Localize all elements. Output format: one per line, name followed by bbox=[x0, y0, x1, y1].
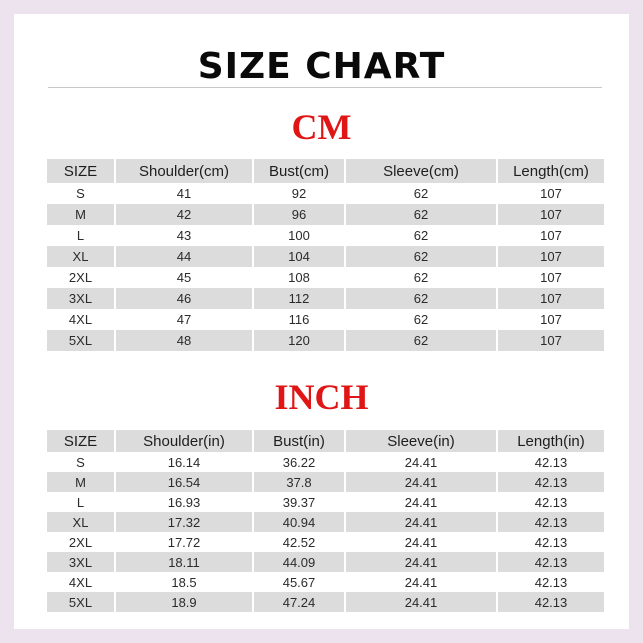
measurement-cell: 16.14 bbox=[115, 452, 253, 472]
measurement-cell: 42.52 bbox=[253, 532, 345, 552]
measurement-cell: 17.32 bbox=[115, 512, 253, 532]
column-header: SIZE bbox=[47, 159, 115, 183]
measurement-cell: 42 bbox=[115, 204, 253, 225]
measurement-cell: 24.41 bbox=[345, 512, 497, 532]
measurement-cell: 24.41 bbox=[345, 452, 497, 472]
measurement-cell: 62 bbox=[345, 288, 497, 309]
measurement-cell: 42.13 bbox=[497, 592, 604, 612]
size-cell: S bbox=[47, 183, 115, 204]
measurement-cell: 37.8 bbox=[253, 472, 345, 492]
size-cell: M bbox=[47, 472, 115, 492]
inch-size-table bbox=[47, 430, 604, 612]
measurement-cell: 16.93 bbox=[115, 492, 253, 512]
inch-section-heading: INCH bbox=[274, 377, 369, 417]
measurement-cell: 42.13 bbox=[497, 512, 604, 532]
size-cell: 5XL bbox=[47, 330, 115, 351]
measurement-cell: 48 bbox=[115, 330, 253, 351]
measurement-cell: 42.13 bbox=[497, 472, 604, 492]
table-header-row bbox=[47, 159, 604, 183]
table-row bbox=[47, 512, 604, 532]
table-row bbox=[47, 225, 604, 246]
table-row bbox=[47, 452, 604, 472]
measurement-cell: 107 bbox=[497, 204, 604, 225]
column-header: Length(in) bbox=[497, 430, 604, 452]
measurement-cell: 107 bbox=[497, 288, 604, 309]
measurement-cell: 62 bbox=[345, 309, 497, 330]
size-cell: 5XL bbox=[47, 592, 115, 612]
measurement-cell: 44.09 bbox=[253, 552, 345, 572]
measurement-cell: 18.9 bbox=[115, 592, 253, 612]
column-header: Bust(cm) bbox=[253, 159, 345, 183]
column-header: SIZE bbox=[47, 430, 115, 452]
size-cell: 2XL bbox=[47, 267, 115, 288]
measurement-cell: 62 bbox=[345, 330, 497, 351]
table-row bbox=[47, 183, 604, 204]
measurement-cell: 120 bbox=[253, 330, 345, 351]
measurement-cell: 107 bbox=[497, 246, 604, 267]
page-title: SIZE CHART bbox=[197, 46, 446, 87]
measurement-cell: 18.11 bbox=[115, 552, 253, 572]
measurement-cell: 96 bbox=[253, 204, 345, 225]
measurement-cell: 116 bbox=[253, 309, 345, 330]
size-cell: 3XL bbox=[47, 552, 115, 572]
measurement-cell: 107 bbox=[497, 309, 604, 330]
measurement-cell: 62 bbox=[345, 246, 497, 267]
measurement-cell: 18.5 bbox=[115, 572, 253, 592]
measurement-cell: 42.13 bbox=[497, 572, 604, 592]
measurement-cell: 47.24 bbox=[253, 592, 345, 612]
measurement-cell: 43 bbox=[115, 225, 253, 246]
measurement-cell: 107 bbox=[497, 330, 604, 351]
measurement-cell: 45.67 bbox=[253, 572, 345, 592]
size-cell: XL bbox=[47, 246, 115, 267]
table-row bbox=[47, 532, 604, 552]
measurement-cell: 112 bbox=[253, 288, 345, 309]
measurement-cell: 62 bbox=[345, 267, 497, 288]
measurement-cell: 46 bbox=[115, 288, 253, 309]
column-header: Bust(in) bbox=[253, 430, 345, 452]
measurement-cell: 92 bbox=[253, 183, 345, 204]
measurement-cell: 107 bbox=[497, 225, 604, 246]
measurement-cell: 42.13 bbox=[497, 552, 604, 572]
table-row bbox=[47, 472, 604, 492]
table-row bbox=[47, 204, 604, 225]
size-cell: 3XL bbox=[47, 288, 115, 309]
table-row bbox=[47, 492, 604, 512]
size-chart-card bbox=[14, 14, 629, 629]
size-cell: S bbox=[47, 452, 115, 472]
size-cell: M bbox=[47, 204, 115, 225]
measurement-cell: 24.41 bbox=[345, 572, 497, 592]
measurement-cell: 16.54 bbox=[115, 472, 253, 492]
measurement-cell: 41 bbox=[115, 183, 253, 204]
measurement-cell: 100 bbox=[253, 225, 345, 246]
measurement-cell: 107 bbox=[497, 267, 604, 288]
measurement-cell: 108 bbox=[253, 267, 345, 288]
size-cell: L bbox=[47, 492, 115, 512]
measurement-cell: 36.22 bbox=[253, 452, 345, 472]
size-cell: 2XL bbox=[47, 532, 115, 552]
column-header: Length(cm) bbox=[497, 159, 604, 183]
column-header: Sleeve(cm) bbox=[345, 159, 497, 183]
table-header-row bbox=[47, 430, 604, 452]
measurement-cell: 24.41 bbox=[345, 472, 497, 492]
table-row bbox=[47, 246, 604, 267]
size-cell: L bbox=[47, 225, 115, 246]
table-row bbox=[47, 288, 604, 309]
table-row bbox=[47, 592, 604, 612]
measurement-cell: 42.13 bbox=[497, 532, 604, 552]
column-header: Shoulder(cm) bbox=[115, 159, 253, 183]
measurement-cell: 42.13 bbox=[497, 452, 604, 472]
table-row bbox=[47, 552, 604, 572]
measurement-cell: 62 bbox=[345, 183, 497, 204]
column-header: Sleeve(in) bbox=[345, 430, 497, 452]
measurement-cell: 24.41 bbox=[345, 532, 497, 552]
measurement-cell: 45 bbox=[115, 267, 253, 288]
measurement-cell: 39.37 bbox=[253, 492, 345, 512]
title-divider bbox=[48, 87, 602, 88]
measurement-cell: 104 bbox=[253, 246, 345, 267]
column-header: Shoulder(in) bbox=[115, 430, 253, 452]
measurement-cell: 42.13 bbox=[497, 492, 604, 512]
cm-size-table bbox=[47, 159, 604, 351]
measurement-cell: 17.72 bbox=[115, 532, 253, 552]
size-cell: XL bbox=[47, 512, 115, 532]
measurement-cell: 24.41 bbox=[345, 492, 497, 512]
measurement-cell: 44 bbox=[115, 246, 253, 267]
measurement-cell: 107 bbox=[497, 183, 604, 204]
measurement-cell: 24.41 bbox=[345, 592, 497, 612]
measurement-cell: 62 bbox=[345, 225, 497, 246]
measurement-cell: 40.94 bbox=[253, 512, 345, 532]
table-row bbox=[47, 572, 604, 592]
table-row bbox=[47, 267, 604, 288]
size-cell: 4XL bbox=[47, 309, 115, 330]
measurement-cell: 62 bbox=[345, 204, 497, 225]
measurement-cell: 24.41 bbox=[345, 552, 497, 572]
measurement-cell: 47 bbox=[115, 309, 253, 330]
table-row bbox=[47, 330, 604, 351]
cm-section-heading: CM bbox=[291, 107, 352, 147]
table-row bbox=[47, 309, 604, 330]
size-cell: 4XL bbox=[47, 572, 115, 592]
